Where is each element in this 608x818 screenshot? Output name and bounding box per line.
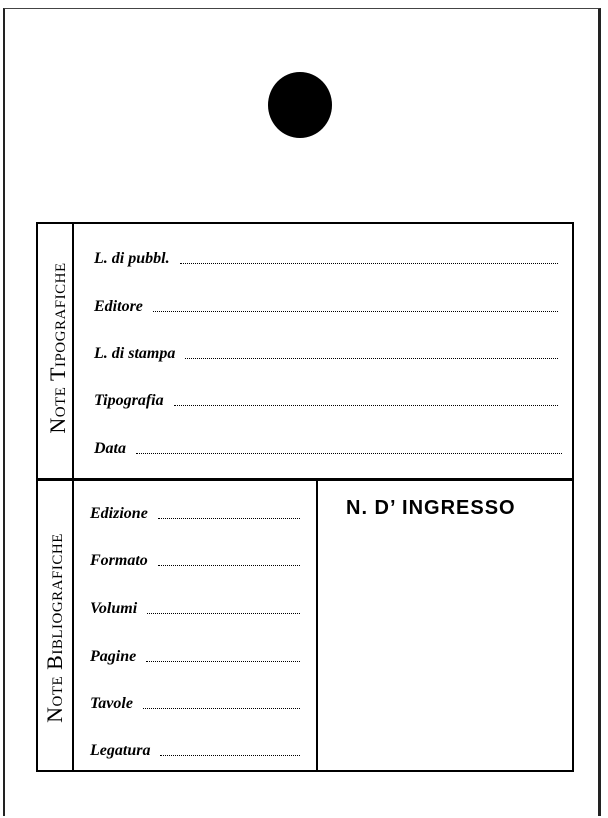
dotted-line [174,404,558,406]
dotted-line [160,754,300,756]
field-editore [94,298,558,316]
field-tipografia [94,392,558,410]
field-label: Tipografia [94,392,164,409]
dotted-line [136,452,562,454]
section-divider [38,478,572,481]
note-bibliografiche-title: Note Bibliografiche [42,533,67,723]
dotted-line [180,262,558,264]
field-luogo-pubblicazione [94,250,558,268]
field-volumi [90,600,300,618]
field-data [94,440,562,458]
field-label: Formato [90,552,148,569]
field-luogo-stampa [94,345,558,363]
field-label: Edizione [90,505,148,522]
field-tavole [90,695,300,713]
dotted-line [185,357,558,359]
dotted-line [158,517,300,519]
field-edizione [90,505,300,523]
punch-hole [268,72,332,138]
field-legatura [90,742,300,760]
ingresso-label: N. D’ INGRESSO [346,497,516,519]
dotted-line [147,612,300,614]
left-divider [72,224,74,770]
field-label: L. di stampa [94,345,176,362]
dotted-line [143,707,300,709]
dotted-line [158,564,300,566]
field-pagine [90,648,300,666]
dotted-line [146,660,300,662]
field-label: Tavole [90,695,133,712]
field-label: Editore [94,298,143,315]
dotted-line [153,310,558,312]
field-label: Volumi [90,600,138,617]
field-label: Pagine [90,648,137,665]
ingresso-divider [316,480,318,770]
field-label: Legatura [90,742,151,759]
field-formato [90,552,300,570]
field-label: L. di pubbl. [94,250,170,267]
note-tipografiche-title: Note Tipografiche [45,262,70,434]
field-label: Data [94,440,126,457]
